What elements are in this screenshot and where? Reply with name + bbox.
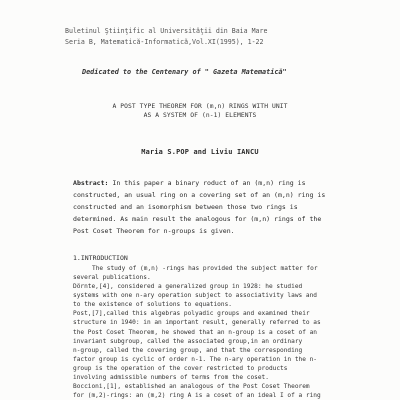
body-line: Post,[7],called this algebras polyadic groups and examined their bbox=[73, 310, 310, 318]
authors: Maria S.POP and Liviu IANCU bbox=[141, 148, 259, 156]
journal-header-line-2: Seria B, Matematică-Informatică,Vol.XI(1995), 1-22 bbox=[65, 38, 264, 46]
body-line: group is the operation of the cover restricted to products bbox=[73, 364, 288, 372]
paper-title-line-1: A POST TYPE THEOREM FOR (m,n) RINGS WITH UNIT bbox=[112, 103, 288, 110]
body-line: involving admissible numbers of terms from the coset. bbox=[73, 373, 269, 381]
body-line: systems with one n-ary operation subject to associativity laws and bbox=[73, 292, 318, 300]
body-line: Dörnte,[4], considered a generalized group in 1928: he studied bbox=[73, 283, 303, 291]
body-line: the Post Coset Theorem, he showed that an n-group is a coset of an bbox=[73, 328, 318, 336]
abstract-line-1 bbox=[73, 179, 306, 187]
abstract-line-5: Post Coset Theorem for n-groups is given. bbox=[73, 227, 235, 235]
body-line: structure in 1940: in an important result, generally referred to as bbox=[73, 319, 321, 327]
body-line: invariant subgroup, called the associated group,in an ordinary bbox=[73, 337, 303, 345]
body-line: Boccioni,[1], established an analogous of the Post Coset Theorem bbox=[73, 382, 310, 390]
paper-title-line-2: AS A SYSTEM OF (n-1) ELEMENTS bbox=[143, 112, 257, 119]
body-line: The study of (m,n) -rings has provided the subject matter for bbox=[92, 265, 318, 272]
body-line: for (m,2)-rings: an (m,2) ring A is a coset of an ideal I of a ring bbox=[73, 392, 321, 399]
dedication: Dedicated to the Centenary of " Gazeta Matematică" bbox=[82, 68, 287, 76]
journal-header-line-1: Buletinul Ştiinţific al Universităţii din Baia Mare bbox=[65, 27, 268, 35]
abstract-label: Abstract: bbox=[73, 179, 109, 187]
body-line: several publications. bbox=[73, 274, 151, 282]
abstract-line-2: constructed, an usual ring on a covering set of an (m,n) ring is bbox=[73, 191, 326, 199]
body-line: to the existence of solutions to equations. bbox=[73, 301, 232, 309]
section-heading: 1.INTRODUCTION bbox=[73, 254, 128, 262]
body-line: n-group, called the covering group, and that the corresponding bbox=[73, 346, 303, 354]
body-line: factor group is cyclic of order n-1. The n-ary operation in the n- bbox=[73, 355, 318, 363]
abstract-line-3: constructed and an isomorphism between those two rings is bbox=[73, 203, 298, 211]
abstract-text-1: In this paper a binary roduct of an (m,n) ring is bbox=[108, 179, 306, 187]
abstract-line-4: determined. As main result the analogous for (m,n) rings of the bbox=[73, 215, 322, 223]
